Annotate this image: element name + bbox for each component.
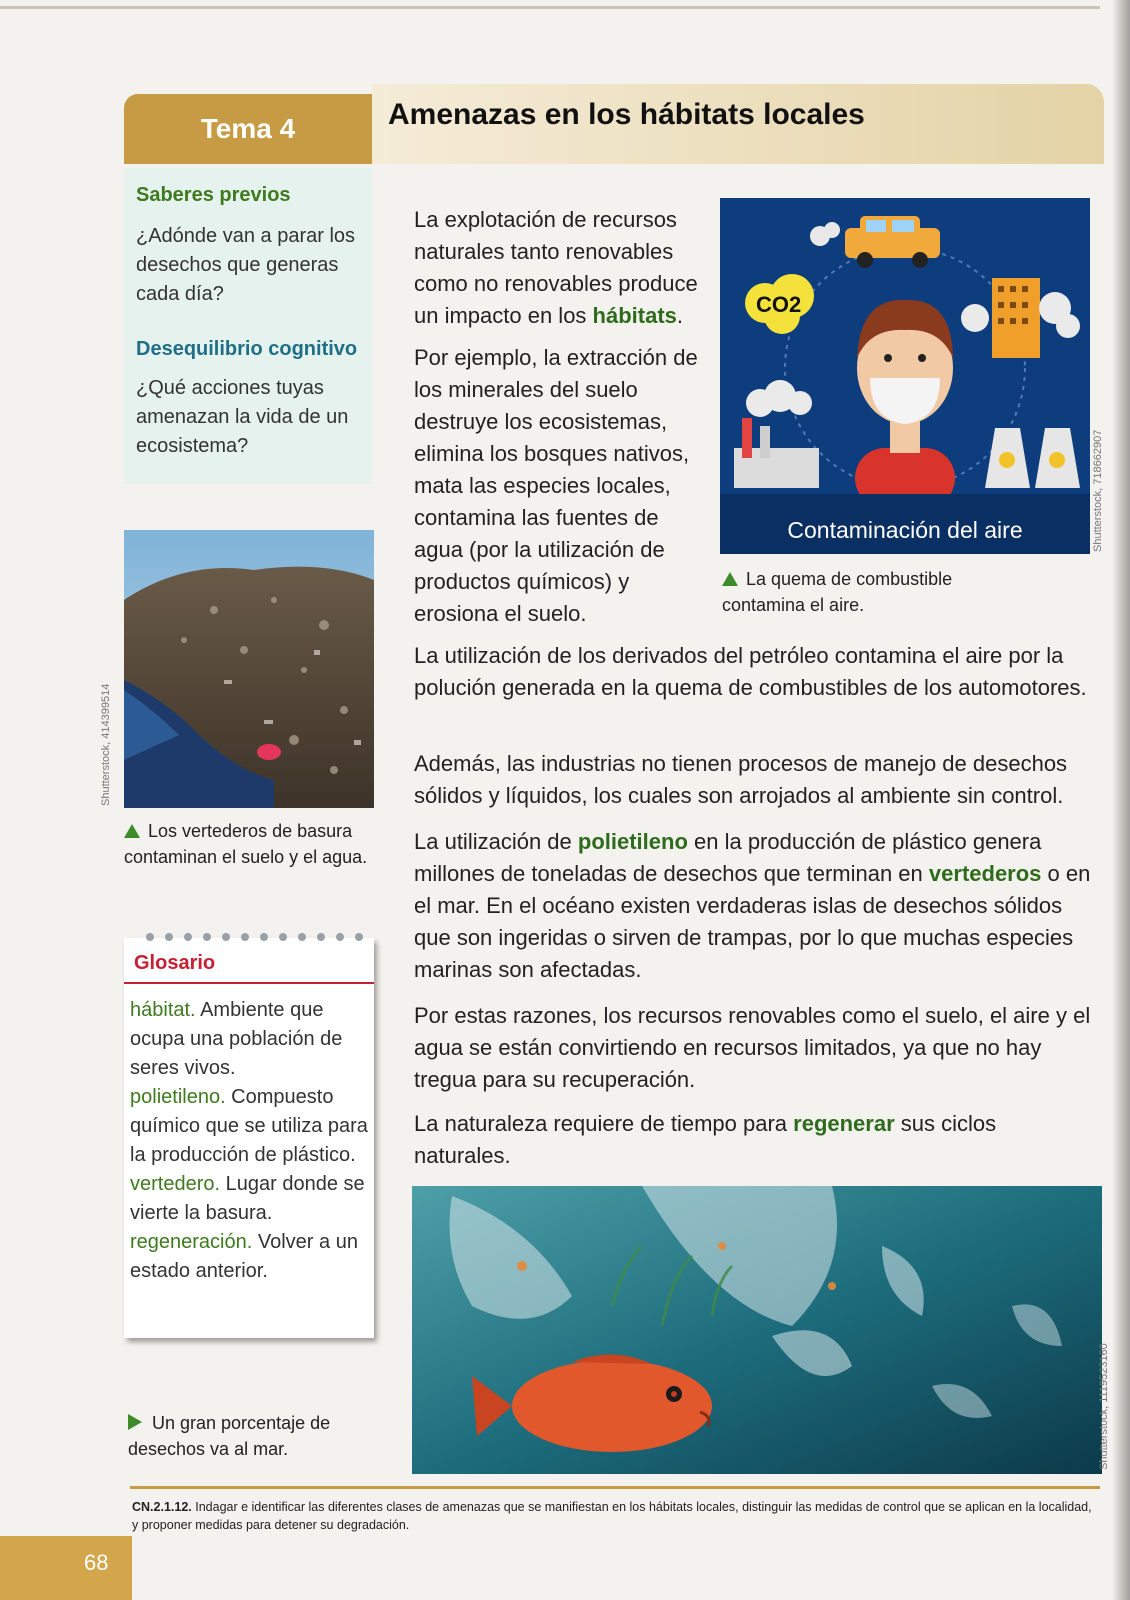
air-pollution-label: Contaminación del aire [787, 517, 1023, 543]
landfill-caption-text: Los vertederos de basura contaminan el suelo y el agua. [124, 821, 368, 867]
page-title: Amenazas en los hábitats locales [388, 98, 865, 131]
glossary-term: vertedero. [130, 1173, 221, 1195]
page-gutter-shadow [1112, 0, 1130, 1600]
ocean-caption [128, 1410, 388, 1462]
caption-arrow-icon [722, 572, 738, 586]
curriculum-code: CN.2.1.12. [132, 1500, 192, 1514]
curriculum-footnote [132, 1498, 1100, 1534]
desequilibrio-title: Desequilibrio cognitivo [136, 338, 358, 360]
glossary-entry-polietileno [130, 1083, 368, 1170]
paragraph-intro [414, 204, 704, 332]
ocean-pollution-photo [412, 1186, 1102, 1474]
ocean-caption-text: Un gran porcentaje de desechos va al mar. [128, 1413, 331, 1459]
paragraph-text: La naturaleza requiere de tiempo para [414, 1111, 794, 1136]
prior-knowledge-panel [124, 168, 372, 484]
saberes-previos-question: ¿Adónde van a parar los desechos que generas cada día? [136, 225, 356, 305]
air-pollution-graphic [720, 198, 1090, 554]
glossary-entries [130, 996, 368, 1286]
paragraph-text: sus ciclos naturales. [414, 1111, 997, 1168]
saberes-previos-title: Saberes previos [136, 184, 291, 206]
glossary-definition: Compuesto químico que se utiliza para la producción de plástico. [130, 1086, 368, 1166]
top-edge-line [0, 6, 1100, 9]
desequilibrio-question: ¿Qué acciones tuyas amenazan la vida de un ecosistema? [136, 377, 349, 457]
highlight-regenerar: regenerar [793, 1111, 895, 1136]
paragraph-polyethylene [414, 826, 1094, 986]
paragraph-resources: Por estas razones, los recursos renovables como el suelo, el aire y el agua se están convirtiendo en recursos limitados, ya que no hay tregua para su recuperación. [414, 1003, 1091, 1092]
landfill-photo [124, 530, 374, 808]
glossary-definition: Lugar donde se vierte la basura. [130, 1173, 365, 1224]
header-band [124, 84, 1104, 164]
caption-arrow-icon [124, 824, 140, 838]
paragraph-regenerate [414, 1108, 1094, 1172]
tema-label: Tema 4 [200, 113, 296, 144]
air-caption [722, 566, 1012, 618]
air-caption-text: La quema de combustible contamina el aire. [722, 569, 953, 615]
glossary-definition: Ambiente que ocupa una población de seres vivos. [130, 999, 343, 1079]
glossary-term: hábitat. [130, 999, 196, 1021]
glossary-definition: Volver a un estado anterior. [130, 1231, 358, 1282]
caption-arrow-icon [128, 1414, 142, 1430]
glossary-entry-regeneracion [130, 1228, 368, 1286]
paragraph-text: La explotación de recursos naturales tanto renovables como no renovables produce un impacto en los [414, 207, 698, 328]
highlight-polietileno: polietileno [577, 829, 688, 854]
notebook-spiral-icon [144, 930, 366, 944]
glossary-divider [124, 982, 374, 984]
paragraph-text: La utilización de [414, 829, 578, 854]
paragraph-text: . [676, 303, 684, 328]
air-image-credit: Shutterstock, 718662907 [1092, 429, 1104, 552]
paragraph-industries: Además, las industrias no tienen procesos de manejo de desechos sólidos y líquidos, los cuales son arrojados al ambiente sin control. [414, 751, 1068, 808]
footer-rule [130, 1486, 1100, 1489]
glossary-title: Glosario [134, 952, 216, 974]
landfill-photo-credit: Shutterstock, 414399514 [100, 683, 112, 806]
ocean-photo-credit: Shutterstock, 1119523160 [1098, 1343, 1110, 1470]
glossary-term: polietileno. [130, 1086, 226, 1108]
landfill-caption [124, 818, 384, 870]
tema-tab [124, 94, 372, 164]
paragraph-text: o en el mar. En el océano existen verdaderas islas de desechos sólidos que son ingeridas o sirven de trampas, por lo que muchas especies marinas son afectadas. [414, 861, 1091, 982]
paragraph-mining: Por ejemplo, la extracción de los minerales del suelo destruye los ecosistemas, elimina los bosques nativos, mata las especies locales, contamina las fuentes de agua (por la utilización de productos químicos) y erosiona el suelo. [414, 345, 698, 626]
highlight-vertederos: vertederos [928, 861, 1042, 886]
highlight-habitats: hábitats [592, 303, 677, 328]
ocean-illustration [412, 1186, 1102, 1474]
paragraph-petroleum: La utilización de los derivados del petróleo contamina el aire por la polución generada en la quema de combustibles de los automotores. [414, 643, 1087, 700]
landfill-illustration [124, 530, 374, 808]
glossary-entry-vertedero [130, 1170, 368, 1228]
glossary-card [124, 938, 374, 1338]
co2-label: CO2 [756, 292, 802, 317]
page-number-tab [0, 1536, 132, 1600]
glossary-entry-habitat [130, 996, 368, 1083]
curriculum-text: Indagar e identificar las diferentes clases de amenazas que se manifiestan en los hábitats locales, distinguir las medidas de control que se aplican en la localidad, y proponer medidas para detener su degradación. [132, 1500, 1092, 1532]
glossary-term: regeneración. [130, 1231, 253, 1253]
air-pollution-illustration [720, 198, 1090, 554]
title-bar [372, 84, 1104, 164]
paragraph-text: en la producción de plástico genera millones de toneladas de desechos que terminan en [414, 829, 1042, 886]
page-number: 68 [84, 1550, 109, 1575]
